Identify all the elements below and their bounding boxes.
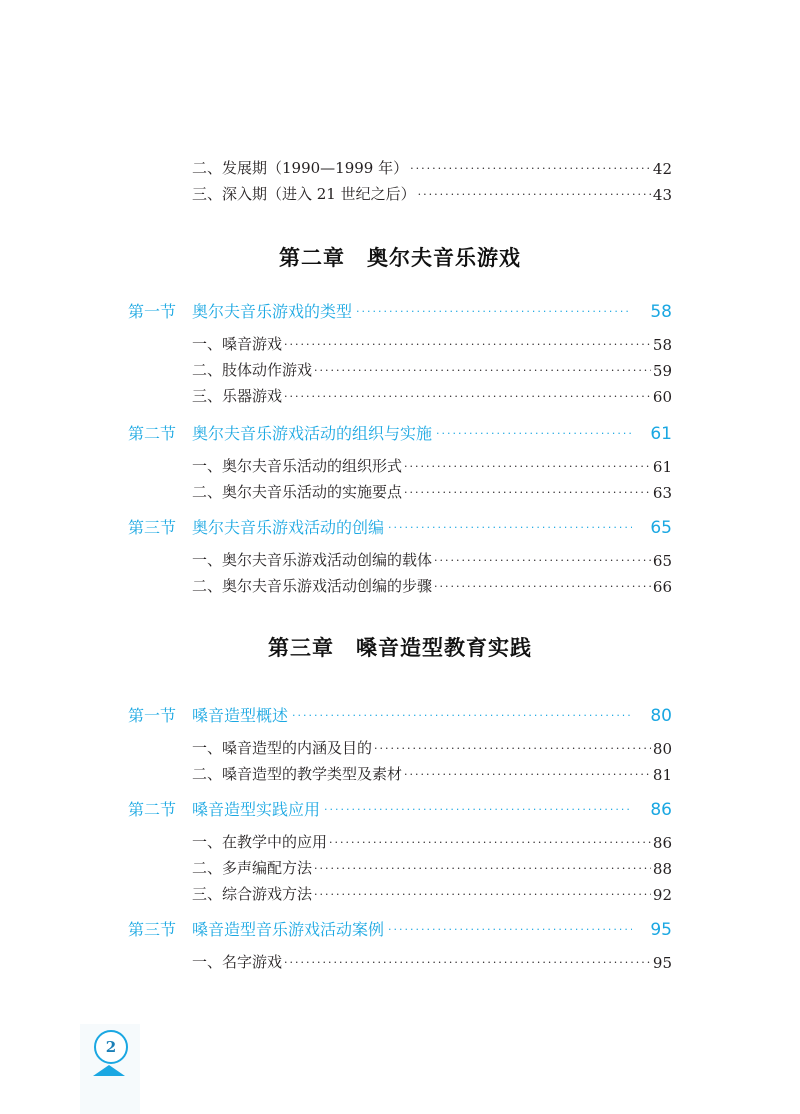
toc-section[interactable] [128, 416, 672, 444]
toc-item[interactable] [192, 546, 672, 570]
section-title: 嗓音造型概述 [192, 706, 289, 725]
section-number: 第二节 [128, 800, 177, 819]
dot-leader [404, 461, 651, 476]
toc-item[interactable] [192, 734, 672, 758]
toc-item-label: 一、嗓音游戏 [192, 335, 283, 353]
dot-leader [314, 863, 651, 878]
section-number: 第一节 [128, 706, 177, 725]
triangle-icon [93, 1065, 125, 1076]
toc-item-label: 一、奥尔夫音乐游戏活动创编的载体 [192, 551, 433, 569]
section-page: 61 [650, 424, 672, 444]
toc-item-page: 59 [652, 362, 672, 380]
toc-item-label: 一、名字游戏 [192, 953, 283, 971]
toc-section[interactable] [128, 912, 672, 940]
dot-leader [436, 428, 632, 444]
toc-item[interactable] [192, 478, 672, 502]
toc-item[interactable] [192, 572, 672, 596]
section-page: 65 [650, 518, 672, 538]
dot-leader [434, 581, 651, 596]
chapter-number: 第二章 [279, 245, 345, 270]
section-number: 第二节 [128, 424, 177, 443]
section-page: 95 [650, 920, 672, 940]
toc-item-page: 88 [652, 860, 672, 878]
toc-section[interactable] [128, 698, 672, 726]
dot-leader [404, 487, 651, 502]
dot-leader [284, 957, 651, 972]
toc-item-label: 一、奥尔夫音乐活动的组织形式 [192, 457, 403, 475]
section-title: 嗓音造型实践应用 [192, 800, 321, 819]
toc-item-page: 58 [652, 336, 672, 354]
chapter-number: 第三章 [268, 635, 334, 660]
toc-item-page: 80 [652, 740, 672, 758]
toc-item[interactable] [192, 382, 672, 406]
toc-item-page: 60 [652, 388, 672, 406]
chapter-heading[interactable] [0, 632, 800, 662]
dot-leader [388, 522, 632, 538]
section-page: 58 [650, 302, 672, 322]
dot-leader [329, 837, 651, 852]
page-number-badge [80, 1024, 140, 1114]
toc-item-label: 一、在教学中的应用 [192, 833, 328, 851]
section-title: 嗓音造型音乐游戏活动案例 [192, 920, 385, 939]
dot-leader [404, 769, 651, 784]
toc-item-page: 81 [652, 766, 672, 784]
toc-item[interactable] [192, 356, 672, 380]
section-page: 80 [650, 706, 672, 726]
toc-item-page: 92 [652, 886, 672, 904]
toc-section[interactable] [128, 792, 672, 820]
chapter-title: 嗓音造型教育实践 [356, 635, 532, 660]
section-number: 第一节 [128, 302, 177, 321]
toc-item-page: 61 [652, 458, 672, 476]
toc-item[interactable] [192, 330, 672, 354]
dot-leader [324, 804, 632, 820]
dot-leader [418, 189, 651, 204]
toc-item[interactable] [192, 854, 672, 878]
toc-section[interactable] [128, 510, 672, 538]
toc-item-label: 二、嗓音造型的教学类型及素材 [192, 765, 403, 783]
toc-item-label: 二、多声编配方法 [192, 859, 313, 877]
toc-item[interactable] [192, 180, 672, 204]
toc-item-label: 二、发展期（1990—1999 年） [192, 159, 409, 177]
section-page: 86 [650, 800, 672, 820]
toc-item-page: 42 [652, 160, 672, 178]
dot-leader [410, 163, 651, 178]
dot-leader [314, 889, 651, 904]
toc-item-page: 65 [652, 552, 672, 570]
toc-item-label: 三、综合游戏方法 [192, 885, 313, 903]
toc-item-label: 三、乐器游戏 [192, 387, 283, 405]
toc-item-page: 66 [652, 578, 672, 596]
toc-item-label: 二、奥尔夫音乐游戏活动创编的步骤 [192, 577, 433, 595]
toc-item-page: 63 [652, 484, 672, 502]
toc-item[interactable] [192, 828, 672, 852]
dot-leader [292, 710, 632, 726]
chapter-heading[interactable] [0, 242, 800, 272]
section-number: 第三节 [128, 920, 177, 939]
toc-item[interactable] [192, 154, 672, 178]
toc-item[interactable] [192, 948, 672, 972]
toc-item-label: 三、深入期（进入 21 世纪之后） [192, 185, 416, 203]
dot-leader [434, 555, 651, 570]
toc-item-label: 二、奥尔夫音乐活动的实施要点 [192, 483, 403, 501]
dot-leader [388, 924, 632, 940]
section-title: 奥尔夫音乐游戏的类型 [192, 302, 353, 321]
chapter-title: 奥尔夫音乐游戏 [367, 245, 521, 270]
toc-item-page: 43 [652, 186, 672, 204]
dot-leader [356, 306, 632, 322]
toc-item[interactable] [192, 880, 672, 904]
dot-leader [314, 365, 651, 380]
toc-item-page: 86 [652, 834, 672, 852]
toc-section[interactable] [128, 294, 672, 322]
dot-leader [374, 743, 651, 758]
section-title: 奥尔夫音乐游戏活动的组织与实施 [192, 424, 433, 443]
dot-leader [284, 391, 651, 406]
toc-item[interactable] [192, 760, 672, 784]
toc-item[interactable] [192, 452, 672, 476]
page-number: 2 [94, 1030, 128, 1064]
toc-item-page: 95 [652, 954, 672, 972]
dot-leader [284, 339, 651, 354]
toc-item-label: 二、肢体动作游戏 [192, 361, 313, 379]
toc-item-label: 一、嗓音造型的内涵及目的 [192, 739, 373, 757]
section-number: 第三节 [128, 518, 177, 537]
section-title: 奥尔夫音乐游戏活动的创编 [192, 518, 385, 537]
